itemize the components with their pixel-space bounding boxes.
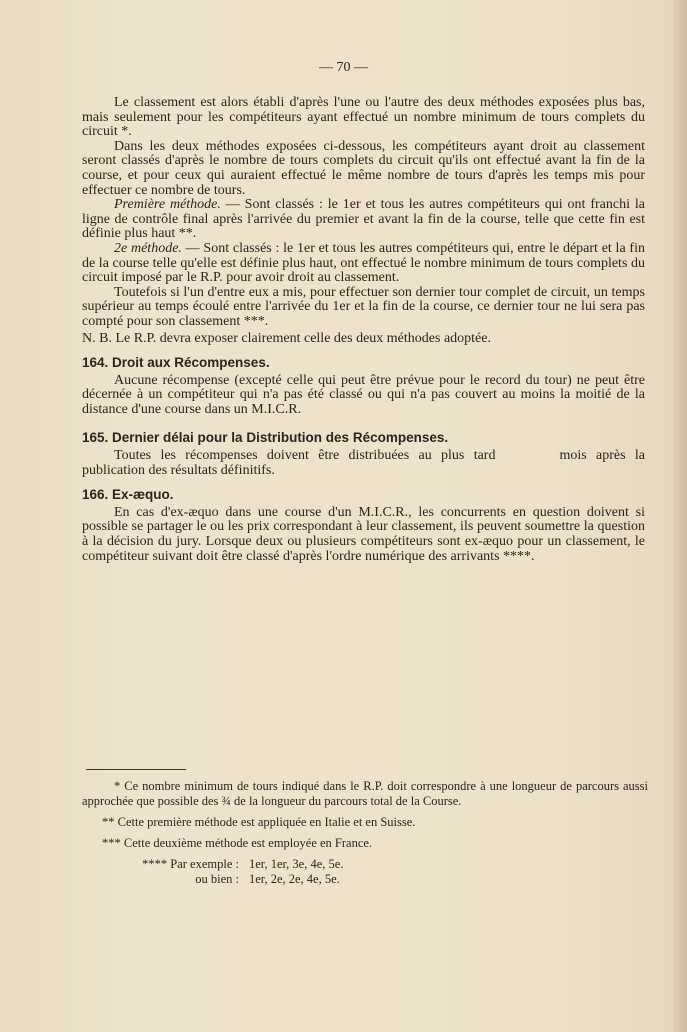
method-1-text: — Sont classés : le 1er et tous les autres compétiteurs qui ont franchi la ligne de contrôle final après l'arrivée du premier et avant la fin de la course, telle que cette fin est définie plus haut **. — [82, 197, 645, 242]
footnotes — [82, 779, 648, 887]
section-164-text: Aucune récompense (excepté celle qui peut être prévue pour le record du tour) ne peut être décernée à un compétiteur qui n'a pas été classé ou qui n'a pas couvert au moins la moitié de la distance d'une course dans un M.I.C.R. — [82, 372, 645, 417]
footnote-2: ** Cette première méthode est appliquée en Italie et en Suisse. — [102, 815, 416, 829]
page-edge — [673, 0, 687, 1032]
main-text — [82, 96, 645, 564]
footnote-3: *** Cette deuxième méthode est employée en France. — [102, 836, 373, 850]
footnote-4-label-2: ou bien : — [195, 872, 239, 886]
footnote-4 — [94, 857, 648, 887]
section-166-title: 166. Ex-æquo. — [82, 487, 174, 503]
section-165-text-c: après la publication des résultats définitifs. — [82, 448, 645, 478]
paragraph-classement: Le classement est alors établi d'après l'une ou l'autre des deux méthodes exposées plus bas, mais seulement pour les compétiteurs ayant effectué un nombre minimum de tours complets du circuit *. — [82, 95, 645, 140]
paragraph-deux-methodes: Dans les deux méthodes exposées ci-dessous, les compétiteurs ayant droit au classement seront classés d'après le nombre de tours complets du circuit qu'ils ont effectué avant la fin de la course, et pour ceux qui auraient effectué le même nombre de tours d'après les temps mis pour effectuer ce nombre de tours. — [82, 138, 645, 198]
method-2-text: — Sont classés : le 1er et tous les autres compétiteurs qui, entre le départ et la fin de la course telle qu'elle est définie plus haut, ont effectué le nombre minimum de tours complets du circuit imposé par le R.P. pour avoir droit au classement. — [82, 240, 645, 286]
paragraph-deuxieme-methode — [82, 242, 645, 286]
footnote-separator — [86, 769, 186, 770]
section-166-text: En cas d'ex-æquo dans une course d'un M.I.C.R., les concurrents en question doivent si possible se partager le ou les prix correspondant à leur classement, ils peuvent soumettre la question à la décision du jury. Lorsque deux ou plusieurs compétiteurs sont ex-æquo pour un classement, le compétiteur suivant doit être classé d'après l'ordre numérique des arrivants ****. — [82, 504, 645, 564]
page-number: — 70 — — [319, 60, 368, 75]
footnote-4-value-2: 1er, 2e, 2e, 4e, 5e. — [249, 872, 340, 886]
section-165-text-b: mois — [559, 448, 587, 464]
method-2-label: 2e méthode. — [114, 240, 182, 256]
method-1-label: Première méthode. — [114, 197, 221, 213]
paragraph-nb: N. B. Le R.P. devra exposer clairement celle des deux méthodes adoptée. — [82, 330, 491, 346]
section-165-text-a: Toutes les récompenses doivent être distribuées au plus tard — [114, 448, 496, 464]
section-165-text — [82, 449, 645, 478]
footnote-4-label-1: **** Par exemple : — [142, 857, 239, 871]
section-164-title: 164. Droit aux Récompenses. — [82, 355, 270, 371]
footnote-4-value-1: 1er, 1er, 3e, 4e, 5e. — [249, 857, 344, 871]
paragraph-toutefois: Toutefois si l'un d'entre eux a mis, pour effectuer son dernier tour complet de circuit, un temps supérieur au temps écoulé entre l'arrivée du 1er et la fin de la course, ce dernier tour ne lui sera pas compté pour son classement ***. — [82, 284, 645, 329]
footnote-1: * Ce nombre minimum de tours indiqué dans le R.P. doit correspondre à une longueur de parcours aussi approchée que possible des ¾ de la longueur du parcours total de la Course. — [82, 779, 648, 808]
section-165-title: 165. Dernier délai pour la Distribution des Récompenses. — [82, 430, 449, 446]
paragraph-premiere-methode — [82, 198, 645, 242]
